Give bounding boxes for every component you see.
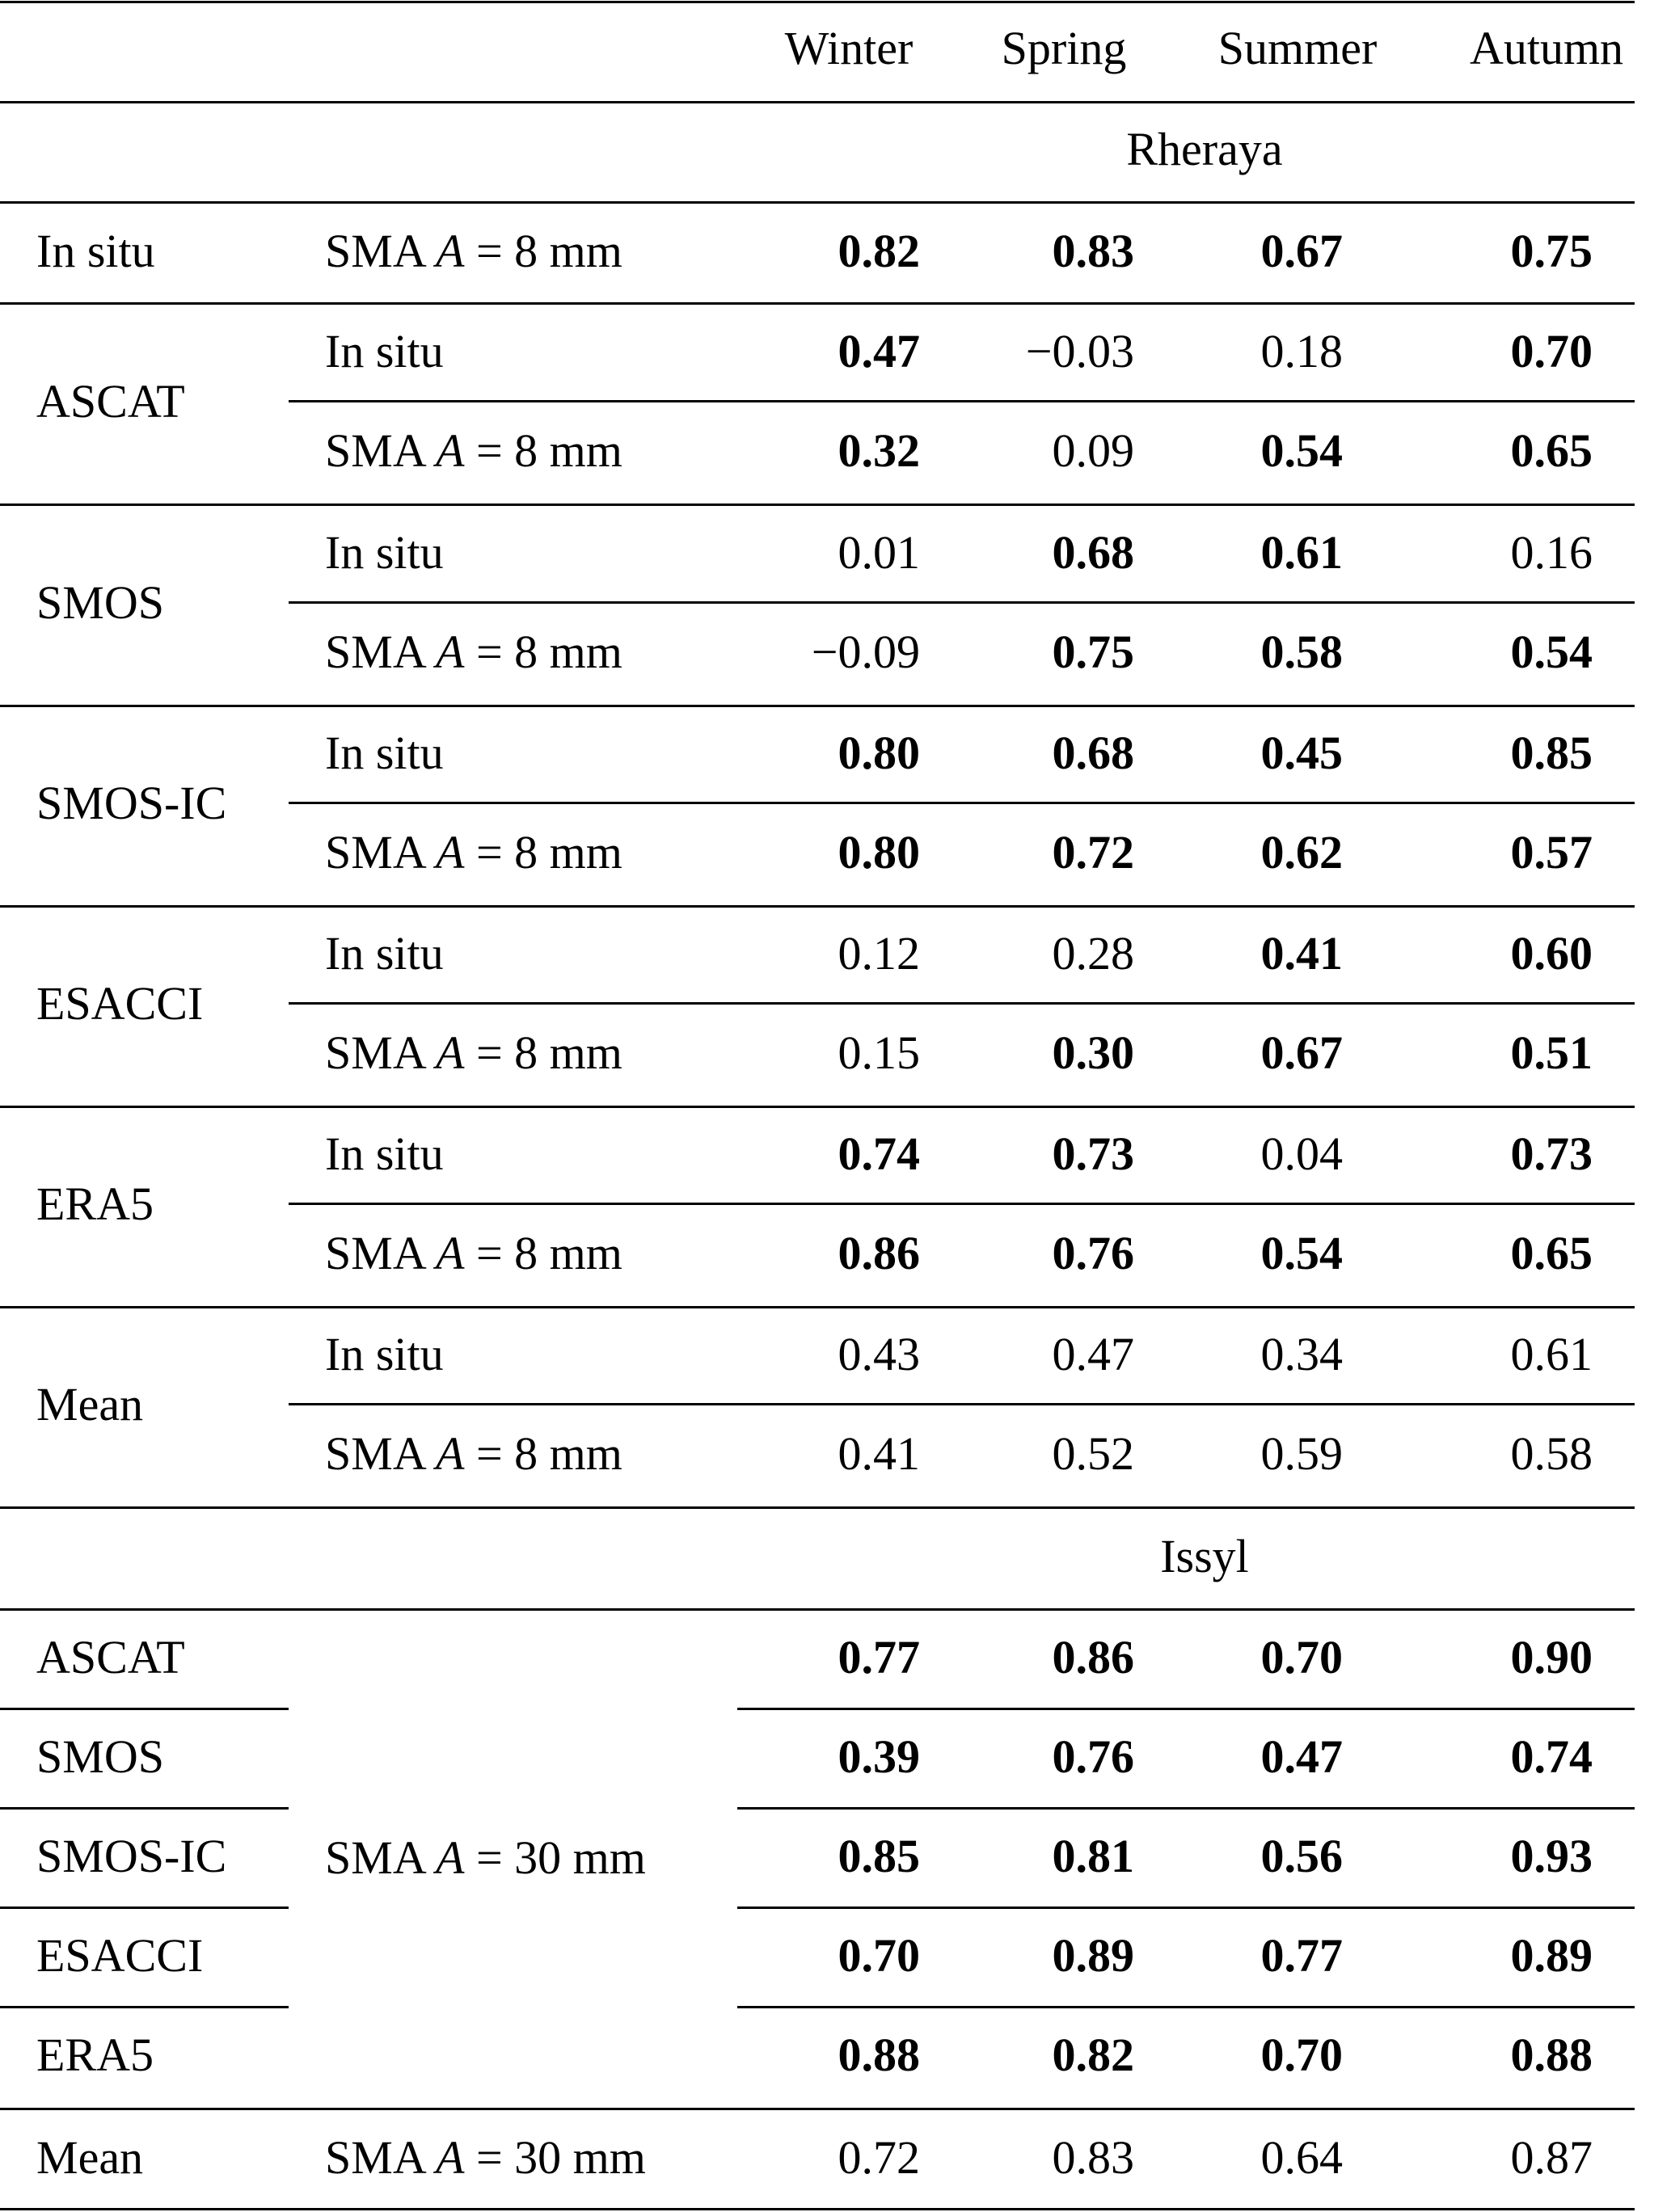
value-cell: 0.47 bbox=[1052, 1328, 1134, 1380]
value-cell: 0.77 bbox=[838, 1631, 920, 1683]
product-rule bbox=[0, 1907, 289, 1909]
header-rule bbox=[0, 101, 1635, 103]
product-rule bbox=[0, 1708, 289, 1710]
value-cell: 0.65 bbox=[1510, 1227, 1593, 1279]
reference-label: In situ bbox=[325, 325, 444, 377]
sub-rule bbox=[289, 1203, 1635, 1205]
reference-label: In situ bbox=[325, 1127, 444, 1180]
value-cell: 0.01 bbox=[838, 526, 920, 579]
value-cell: 0.76 bbox=[1052, 1227, 1134, 1279]
header-summer: Summer bbox=[1217, 22, 1378, 74]
value-rule bbox=[737, 1708, 1635, 1710]
reference-name: SMA bbox=[325, 1831, 424, 1884]
value-cell: 0.81 bbox=[1052, 1830, 1134, 1882]
value-cell: 0.39 bbox=[838, 1730, 920, 1783]
header-spring: Spring bbox=[1001, 22, 1127, 74]
value-cell: 0.90 bbox=[1510, 1631, 1593, 1683]
reference-label bbox=[325, 1026, 622, 1079]
value-cell: 0.51 bbox=[1510, 1026, 1593, 1079]
value-cell: 0.89 bbox=[1510, 1929, 1593, 1982]
value-cell: 0.57 bbox=[1510, 826, 1593, 878]
value-cell: 0.77 bbox=[1260, 1929, 1343, 1982]
value-cell: 0.41 bbox=[838, 1427, 920, 1480]
value-cell: 0.87 bbox=[1510, 2131, 1593, 2184]
reference-param: A bbox=[436, 1227, 465, 1279]
reference-label bbox=[325, 1227, 622, 1279]
value-cell: 0.83 bbox=[1052, 225, 1134, 277]
reference-param: A bbox=[436, 2131, 465, 2184]
reference-name: SMA bbox=[325, 1026, 424, 1079]
value-cell: 0.04 bbox=[1260, 1127, 1343, 1180]
product-label: ERA5 bbox=[36, 2029, 154, 2081]
value-cell: 0.89 bbox=[1052, 1929, 1134, 1982]
reference-name: SMA bbox=[325, 1227, 424, 1279]
product-label: ESACCI bbox=[36, 1929, 204, 1982]
reference-name: SMA bbox=[325, 2131, 424, 2184]
reference-param: A bbox=[436, 826, 465, 878]
value-cell: 0.86 bbox=[838, 1227, 920, 1279]
value-cell: 0.82 bbox=[838, 225, 920, 277]
value-cell: 0.67 bbox=[1260, 225, 1343, 277]
value-cell: 0.62 bbox=[1260, 826, 1343, 878]
group-rule bbox=[0, 1106, 1635, 1108]
reference-name: SMA bbox=[325, 626, 424, 678]
header-autumn: Autumn bbox=[1469, 22, 1624, 74]
reference-label: In situ bbox=[325, 927, 444, 980]
value-cell: 0.82 bbox=[1052, 2029, 1134, 2081]
reference-name: SMA bbox=[325, 225, 424, 277]
value-cell: 0.83 bbox=[1052, 2131, 1134, 2184]
value-cell: 0.52 bbox=[1052, 1427, 1134, 1480]
value-rule bbox=[737, 1807, 1635, 1810]
value-cell: 0.73 bbox=[1510, 1127, 1593, 1180]
reference-label bbox=[325, 826, 622, 878]
value-cell: 0.80 bbox=[838, 826, 920, 878]
value-cell: 0.61 bbox=[1260, 526, 1343, 579]
product-label: ASCAT bbox=[36, 374, 185, 428]
value-cell: 0.12 bbox=[838, 927, 920, 980]
value-cell: 0.58 bbox=[1260, 626, 1343, 678]
value-cell: 0.88 bbox=[1510, 2029, 1593, 2081]
reference-param: A bbox=[436, 1026, 465, 1079]
value-cell: 0.64 bbox=[1260, 2131, 1343, 2184]
value-cell: 0.54 bbox=[1260, 424, 1343, 477]
section-label-rheraya: Rheraya bbox=[1126, 123, 1283, 175]
product-rule bbox=[0, 2006, 289, 2008]
value-cell: 0.65 bbox=[1510, 424, 1593, 477]
reference-label: In situ bbox=[325, 526, 444, 579]
value-cell: 0.68 bbox=[1052, 727, 1134, 779]
section-label-issyl: Issyl bbox=[1160, 1530, 1249, 1582]
value-cell: 0.88 bbox=[838, 2029, 920, 2081]
value-cell: 0.67 bbox=[1260, 1026, 1343, 1079]
top-rule bbox=[0, 1, 1635, 3]
value-cell: 0.09 bbox=[1052, 424, 1134, 477]
value-cell: 0.86 bbox=[1052, 1631, 1134, 1683]
reference-label: In situ bbox=[325, 727, 444, 779]
value-cell: 0.43 bbox=[838, 1328, 920, 1380]
reference-value: = 8 mm bbox=[475, 826, 622, 878]
value-cell: 0.30 bbox=[1052, 1026, 1134, 1079]
reference-value: = 30 mm bbox=[475, 2131, 646, 2184]
value-cell: −0.03 bbox=[1025, 325, 1134, 377]
shared-reference-label bbox=[325, 1831, 646, 1884]
product-label: Mean bbox=[36, 2131, 144, 2184]
header-winter: Winter bbox=[784, 22, 914, 74]
product-label: Mean bbox=[36, 1377, 144, 1430]
reference-label bbox=[325, 225, 622, 277]
value-cell: 0.47 bbox=[1260, 1730, 1343, 1783]
value-rule bbox=[737, 2006, 1635, 2008]
section-rule bbox=[0, 1608, 1635, 1611]
reference-label bbox=[325, 626, 622, 678]
reference-value: = 8 mm bbox=[475, 1427, 622, 1480]
value-cell: 0.15 bbox=[838, 1026, 920, 1079]
value-cell: 0.85 bbox=[1510, 727, 1593, 779]
reference-param: A bbox=[436, 1831, 465, 1884]
value-cell: 0.58 bbox=[1510, 1427, 1593, 1480]
reference-value: = 8 mm bbox=[475, 1026, 622, 1079]
value-cell: 0.61 bbox=[1510, 1328, 1593, 1380]
reference-value: = 8 mm bbox=[475, 225, 622, 277]
group-rule bbox=[0, 1306, 1635, 1308]
value-cell: 0.70 bbox=[1260, 2029, 1343, 2081]
group-rule bbox=[0, 503, 1635, 506]
product-label: In situ bbox=[36, 225, 155, 277]
reference-value: = 8 mm bbox=[475, 1227, 622, 1279]
value-cell: 0.54 bbox=[1510, 626, 1593, 678]
value-cell: 0.32 bbox=[838, 424, 920, 477]
group-rule bbox=[0, 705, 1635, 707]
value-cell: 0.59 bbox=[1260, 1427, 1343, 1480]
value-cell: 0.28 bbox=[1052, 927, 1134, 980]
value-cell: 0.45 bbox=[1260, 727, 1343, 779]
bottom-rule bbox=[0, 2208, 1635, 2210]
group-rule bbox=[0, 2108, 1635, 2110]
value-cell: 0.70 bbox=[838, 1929, 920, 1982]
reference-value: = 8 mm bbox=[475, 626, 622, 678]
reference-name: SMA bbox=[325, 826, 424, 878]
value-cell: 0.72 bbox=[1052, 826, 1134, 878]
reference-param: A bbox=[436, 626, 465, 678]
sub-rule bbox=[289, 1403, 1635, 1405]
value-cell: 0.70 bbox=[1510, 325, 1593, 377]
value-cell: 0.74 bbox=[838, 1127, 920, 1180]
product-label: SMOS-IC bbox=[36, 1830, 227, 1882]
reference-value: = 8 mm bbox=[475, 424, 622, 477]
sub-rule bbox=[289, 601, 1635, 604]
value-cell: 0.80 bbox=[838, 727, 920, 779]
value-cell: 0.85 bbox=[838, 1830, 920, 1882]
reference-name: SMA bbox=[325, 1427, 424, 1480]
product-label: ERA5 bbox=[36, 1177, 154, 1230]
value-cell: 0.76 bbox=[1052, 1730, 1134, 1783]
reference-value: = 30 mm bbox=[475, 1831, 646, 1884]
reference-param: A bbox=[436, 225, 465, 277]
group-rule bbox=[0, 302, 1635, 305]
reference-param: A bbox=[436, 424, 465, 477]
value-cell: 0.56 bbox=[1260, 1830, 1343, 1882]
product-label: ESACCI bbox=[36, 976, 204, 1030]
group-rule bbox=[0, 1506, 1635, 1509]
value-cell: 0.73 bbox=[1052, 1127, 1134, 1180]
reference-param: A bbox=[436, 1427, 465, 1480]
value-cell: 0.18 bbox=[1260, 325, 1343, 377]
group-rule bbox=[0, 905, 1635, 908]
value-cell: −0.09 bbox=[811, 626, 920, 678]
sub-rule bbox=[289, 1002, 1635, 1005]
sub-rule bbox=[289, 400, 1635, 402]
reference-label: In situ bbox=[325, 1328, 444, 1380]
value-cell: 0.16 bbox=[1510, 526, 1593, 579]
value-cell: 0.75 bbox=[1510, 225, 1593, 277]
reference-label bbox=[325, 2131, 646, 2184]
value-cell: 0.72 bbox=[838, 2131, 920, 2184]
value-cell: 0.34 bbox=[1260, 1328, 1343, 1380]
reference-name: SMA bbox=[325, 424, 424, 477]
value-cell: 0.68 bbox=[1052, 526, 1134, 579]
product-label: ASCAT bbox=[36, 1631, 185, 1683]
product-label: SMOS bbox=[36, 575, 164, 629]
value-cell: 0.54 bbox=[1260, 1227, 1343, 1279]
value-cell: 0.70 bbox=[1260, 1631, 1343, 1683]
section-rule bbox=[0, 201, 1635, 204]
value-cell: 0.41 bbox=[1260, 927, 1343, 980]
value-rule bbox=[737, 1907, 1635, 1909]
reference-label bbox=[325, 424, 622, 477]
value-cell: 0.60 bbox=[1510, 927, 1593, 980]
value-cell: 0.47 bbox=[838, 325, 920, 377]
product-label: SMOS bbox=[36, 1730, 164, 1783]
product-rule bbox=[0, 1807, 289, 1810]
value-cell: 0.75 bbox=[1052, 626, 1134, 678]
value-cell: 0.74 bbox=[1510, 1730, 1593, 1783]
product-label: SMOS-IC bbox=[36, 776, 227, 829]
value-cell: 0.93 bbox=[1510, 1830, 1593, 1882]
reference-label bbox=[325, 1427, 622, 1480]
sub-rule bbox=[289, 802, 1635, 804]
